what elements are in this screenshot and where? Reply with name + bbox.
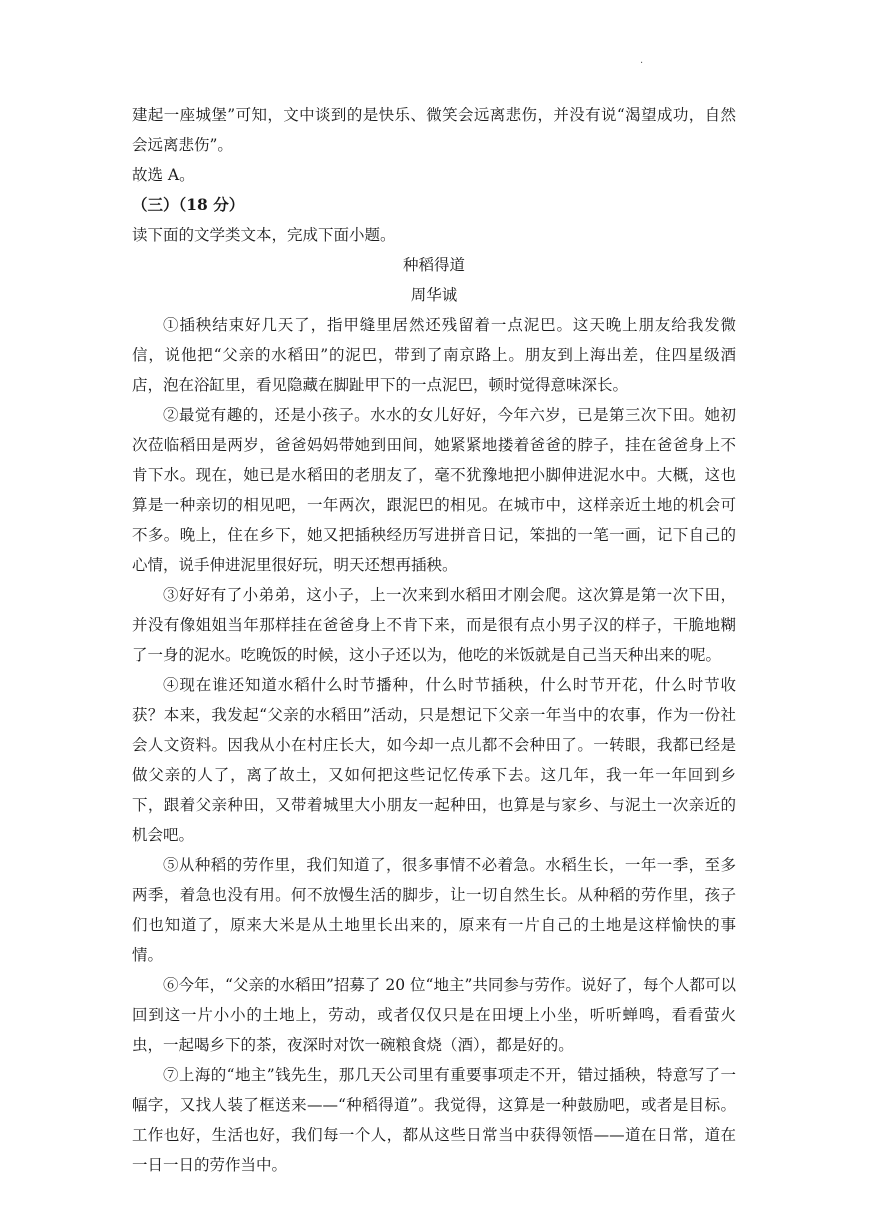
section-heading: （三）（18 分） <box>132 195 245 214</box>
article-author: 周华诚 <box>410 286 458 304</box>
paragraph-5: ⑤从种稻的劳作里，我们知道了，很多事情不必着急。水稻生长，一年一季，至多两季，着急也没有用。何不放慢生活的脚步，让一切自然生长。从种稻的劳作里，孩子们也知道了，原来大米是从土地里长出来的，原来有一片自己的土地是这样愉快的事情。 <box>132 856 736 964</box>
article-title: 种稻得道 <box>402 256 465 274</box>
page-corner-mark: · <box>640 58 644 69</box>
paragraph-2: ②最觉有趣的，还是小孩子。水水的女儿好好，今年六岁，已是第三次下田。她初次莅临稻田是两岁，爸爸妈妈带她到田间，她紧紧地搂着爸爸的脖子，挂在爸爸身上不肯下水。现在，她已是水稻田的老朋友了，毫不犹豫地把小脚伸进泥水中。大概，这也算是一种亲切的相见吧，一年两次，跟泥巴的相见。在城市中，这样亲近土地的机会可不多。晚上，住在乡下，她又把插秧经历写进拼音日记，笨拙的一笔一画，记下自己的心情，说手伸进泥里很好玩，明天还想再插秧。 <box>132 406 736 574</box>
paragraph-7: ⑦上海的“地主”钱先生，那几天公司里有重要事项走不开，错过插秧，特意写了一幅字，又找人装了框送来——“种稻得道”。我觉得，这算是一种鼓励吧，或者是目标。工作也好，生活也好，我们每一个人，都从这些日常当中获得领悟——道在日常，道在一日一日的劳作当中。 <box>132 1066 736 1174</box>
paragraph-6: ⑥今年，“父亲的水稻田”招募了 20 位“地主”共同参与劳作。说好了，每个人都可以回到这一片小小的土地上，劳动，或者仅仅只是在田埂上小坐，听听蝉鸣，看看萤火虫，一起喝乡下的茶，夜深时对饮一碗粮食烧（酒），都是好的。 <box>132 976 736 1054</box>
paragraph-1: ①插秧结束好几天了，指甲缝里居然还残留着一点泥巴。这天晚上朋友给我发微信，说他把“父亲的水稻田”的泥巴，带到了南京路上。朋友到上海出差，住四星级酒店，泡在浴缸里，看见隐藏在脚趾甲下的一点泥巴，顿时觉得意味深长。 <box>132 316 736 394</box>
answer-choice: 故选 A。 <box>132 166 195 184</box>
answer-explanation: 建起一座城堡”可知，文中谈到的是快乐、微笑会远离悲伤，并没有说“渴望成功，自然会远离悲伤”。 <box>132 106 736 154</box>
paragraph-4: ④现在谁还知道水稻什么时节播种，什么时节插秧，什么时节开花，什么时节收获？本来，我发起“父亲的水稻田”活动，只是想记下父亲一年当中的农事，作为一份社会人文资料。因我从小在村庄长大，如今却一点儿都不会种田了。一转眼，我都已经是做父亲的人了，离了故土，又如何把这些记忆传承下去。这几年，我一年一年回到乡下，跟着父亲种田，又带着城里大小朋友一起种田，也算是与家乡、与泥土一次亲近的机会吧。 <box>132 676 736 844</box>
paragraph-3: ③好好有了小弟弟，这小子，上一次来到水稻田才刚会爬。这次算是第一次下田，并没有像姐姐当年那样挂在爸爸身上不肯下来，而是很有点小男子汉的样子，干脆地糊了一身的泥水。吃晚饭的时候，这小子还以为，他吃的米饭就是自己当天种出来的呢。 <box>132 586 736 664</box>
document-page <box>132 100 736 1180</box>
section-instruction: 读下面的文学类文本，完成下面小题。 <box>132 226 396 244</box>
